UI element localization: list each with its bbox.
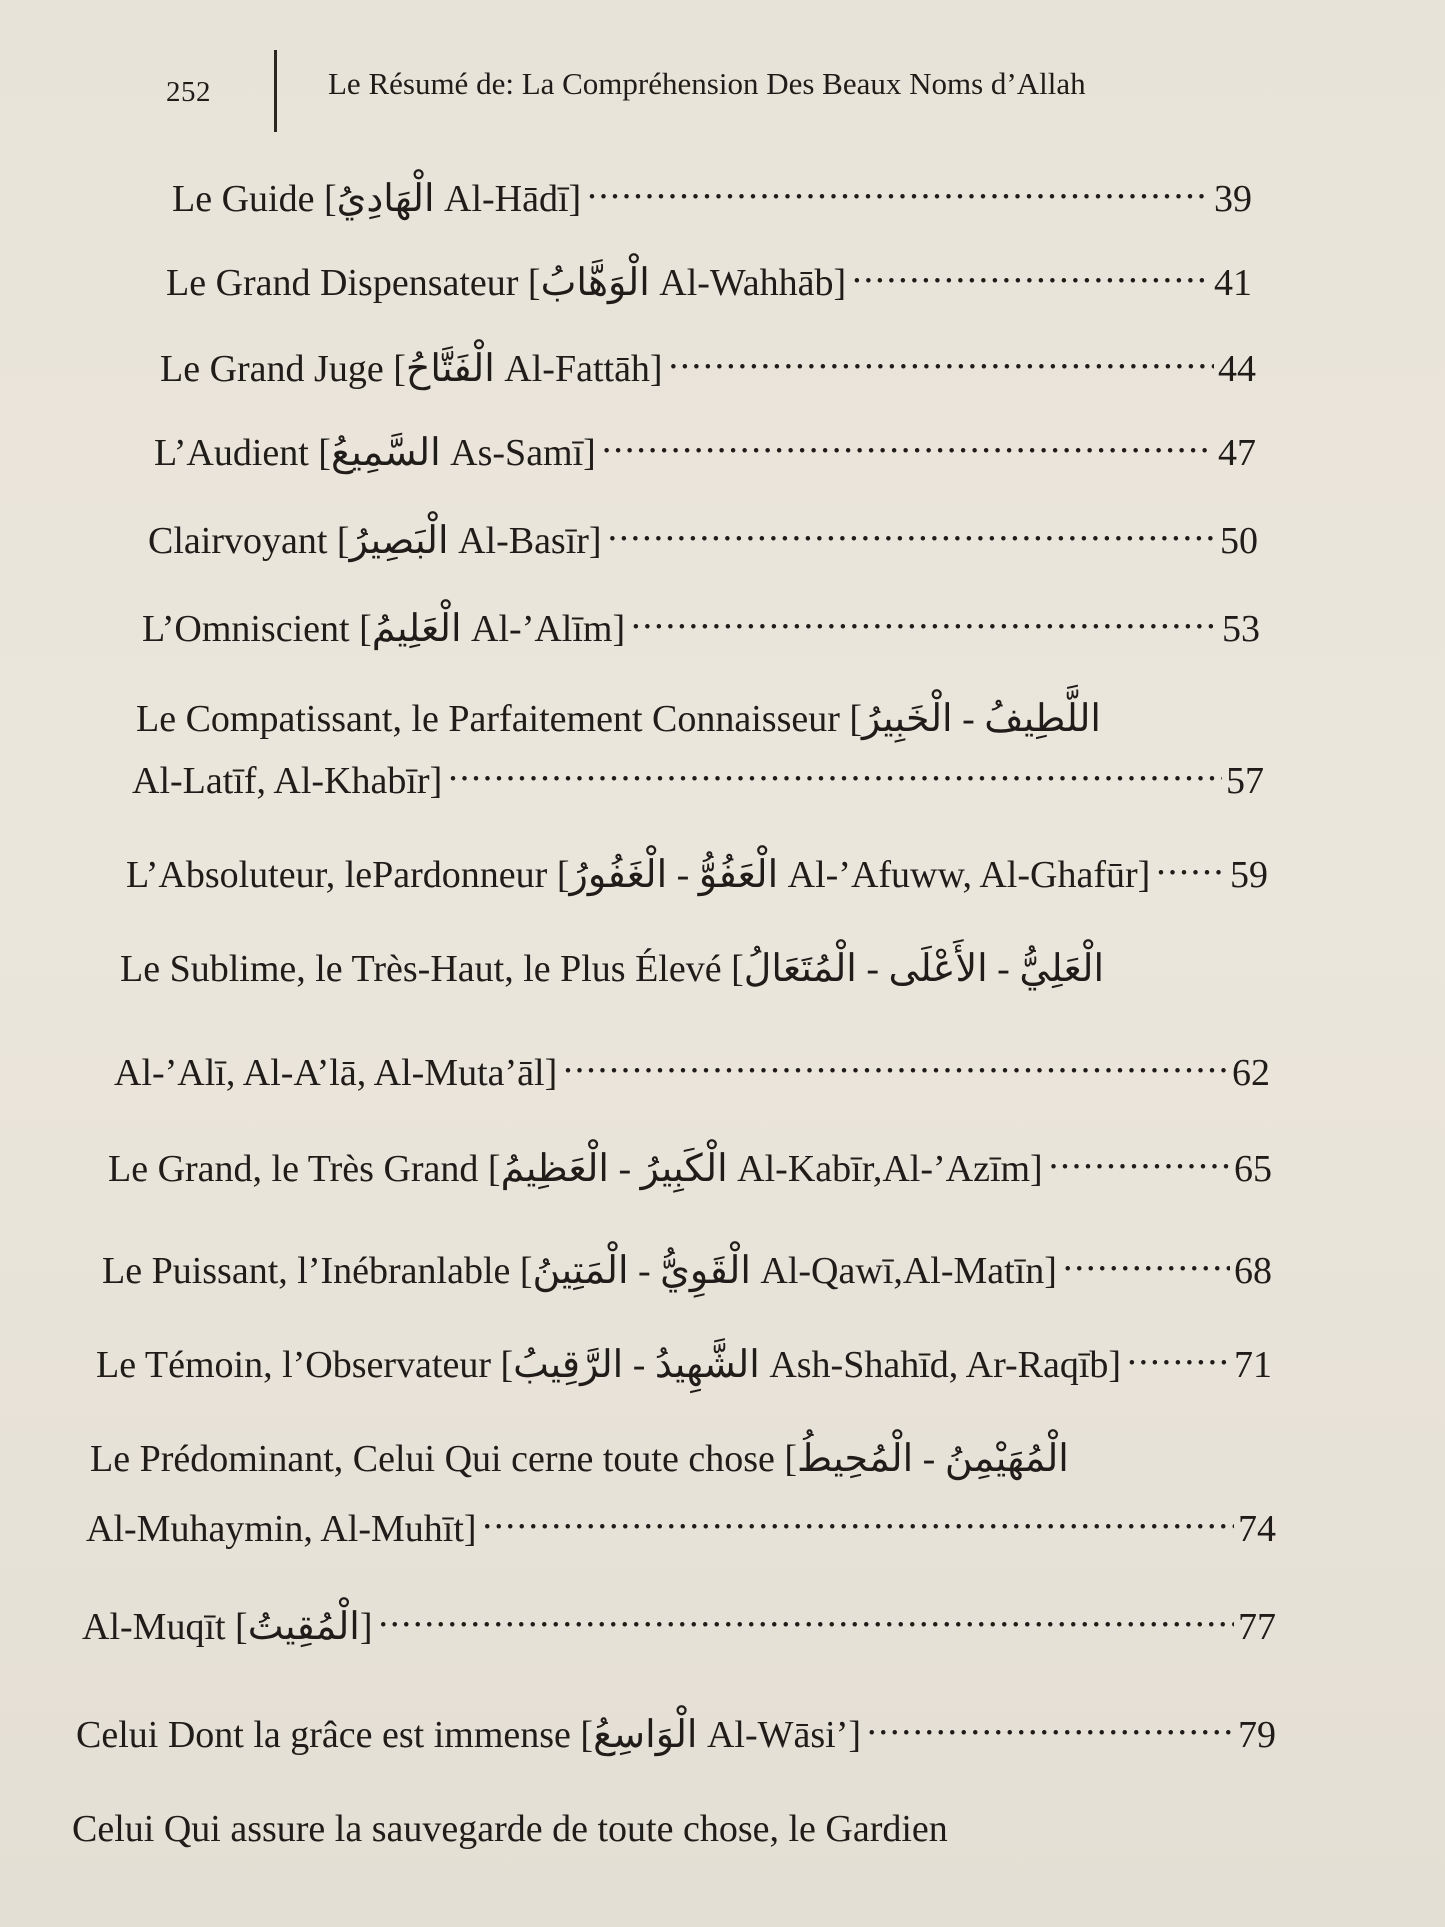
toc-entry-title: Le Sublime, le Très-Haut, le Plus Élevé [الْعَلِيُّ - الأَعْلَى - الْمُتَعَالُ	[120, 948, 1105, 990]
toc-entry-label: Le Guide [الْهَادِيُ Al-Hādī]	[172, 178, 582, 220]
toc-entry	[126, 846, 1268, 904]
toc-entry-page: 74	[1238, 1508, 1276, 1550]
toc-entry	[142, 600, 1260, 658]
toc-entry	[108, 1140, 1272, 1198]
toc-entry-label: L’Audient [السَّمِيعُ As-Samī]	[154, 432, 596, 474]
toc-entry-label: Al-’Alī, Al-A’lā, Al-Muta’āl]	[114, 1052, 558, 1094]
toc-entry	[82, 1598, 1276, 1656]
toc-entry-label: Celui Dont la grâce est immense [الْوَاسِعُ Al-Wāsi’]	[76, 1714, 862, 1756]
dot-leader	[602, 427, 1214, 465]
dot-leader	[669, 343, 1214, 381]
toc-entry-page: 50	[1220, 520, 1258, 562]
toc-entry-title: Le Compatissant, le Parfaitement Connaisseur [اللَّطِيفُ - الْخَبِيرُ	[136, 698, 1101, 740]
running-title: Le Résumé de: La Compréhension Des Beaux Noms d’Allah	[328, 66, 1086, 101]
dot-leader	[448, 755, 1222, 793]
toc-entry	[148, 512, 1258, 570]
toc-entry-label: Al-Muqīt [الْمُقِيتُ]	[82, 1606, 373, 1648]
dot-leader	[1063, 1245, 1230, 1283]
toc-entry	[160, 340, 1256, 398]
toc-entry-page: 77	[1238, 1606, 1276, 1648]
toc-entry	[132, 752, 1264, 810]
toc-entry-page: 41	[1214, 262, 1252, 304]
toc-entry-title: Celui Qui assure la sauvegarde de toute chose, le Gardien	[72, 1808, 948, 1850]
toc-entry-label: Al-Muhaymin, Al-Muhīt]	[86, 1508, 477, 1550]
page-number: 252	[166, 76, 211, 108]
toc-entry-title: Le Prédominant, Celui Qui cerne toute chose [الْمُهَيْمِنُ - الْمُحِيطُ	[90, 1438, 1069, 1480]
toc-entry-label: L’Omniscient [الْعَلِيمُ Al-’Alīm]	[142, 608, 626, 650]
toc-entry	[172, 170, 1252, 228]
dot-leader	[852, 257, 1210, 295]
header-divider	[274, 50, 277, 132]
dot-leader	[587, 173, 1210, 211]
toc-entry-page: 39	[1214, 178, 1252, 220]
toc-entry	[114, 1044, 1270, 1102]
toc-entry-page: 47	[1218, 432, 1256, 474]
toc-entry	[86, 1500, 1276, 1558]
toc-entry-label: Le Grand Dispensateur [الْوَهَّابُ Al-Wahhāb]	[166, 262, 847, 304]
toc-entry	[96, 1336, 1272, 1394]
toc-entry-page: 59	[1230, 854, 1268, 896]
toc-entry-label: Le Grand, le Très Grand [الْكَبِيرُ - الْعَظِيمُ Al-Kabīr,Al-’Azīm]	[108, 1148, 1043, 1190]
toc-entry	[154, 424, 1256, 482]
toc-entry-label: Al-Latīf, Al-Khabīr]	[132, 760, 443, 802]
toc-entry-label: Le Grand Juge [الْفَتَّاحُ Al-Fattāh]	[160, 348, 663, 390]
dot-leader	[1127, 1339, 1230, 1377]
toc-entry-page: 44	[1218, 348, 1256, 390]
toc-entry-label: Clairvoyant [الْبَصِيرُ Al-Basīr]	[148, 520, 602, 562]
toc-entry-page: 71	[1234, 1344, 1272, 1386]
toc-entry-page: 68	[1234, 1250, 1272, 1292]
toc-entry-label: Le Témoin, l’Observateur [الشَّهِيدُ - الرَّقِيبُ Ash-Shahīd, Ar-Raqīb]	[96, 1344, 1122, 1386]
dot-leader	[563, 1047, 1228, 1085]
dot-leader	[378, 1601, 1234, 1639]
toc-entry-label: L’Absoluteur, lePardonneur [الْعَفُوُّ - الْغَفُورُ Al-’Afuww, Al-Ghafūr]	[126, 854, 1151, 896]
dot-leader	[631, 603, 1218, 641]
toc-entry-page: 53	[1222, 608, 1260, 650]
toc-entry-page: 57	[1226, 760, 1264, 802]
toc-entry	[102, 1242, 1272, 1300]
dot-leader	[608, 515, 1216, 553]
toc-entry-page: 62	[1232, 1052, 1270, 1094]
toc-entry-page: 79	[1238, 1714, 1276, 1756]
dot-leader	[1049, 1143, 1230, 1181]
toc-entry	[76, 1706, 1276, 1764]
toc-entry	[166, 254, 1252, 312]
dot-leader	[1156, 849, 1226, 887]
toc-entry-label: Le Puissant, l’Inébranlable [الْقَوِيُّ - الْمَتِينُ Al-Qawī,Al-Matīn]	[102, 1250, 1057, 1292]
dot-leader	[483, 1503, 1234, 1541]
toc-entry-page: 65	[1234, 1148, 1272, 1190]
dot-leader	[867, 1709, 1234, 1747]
